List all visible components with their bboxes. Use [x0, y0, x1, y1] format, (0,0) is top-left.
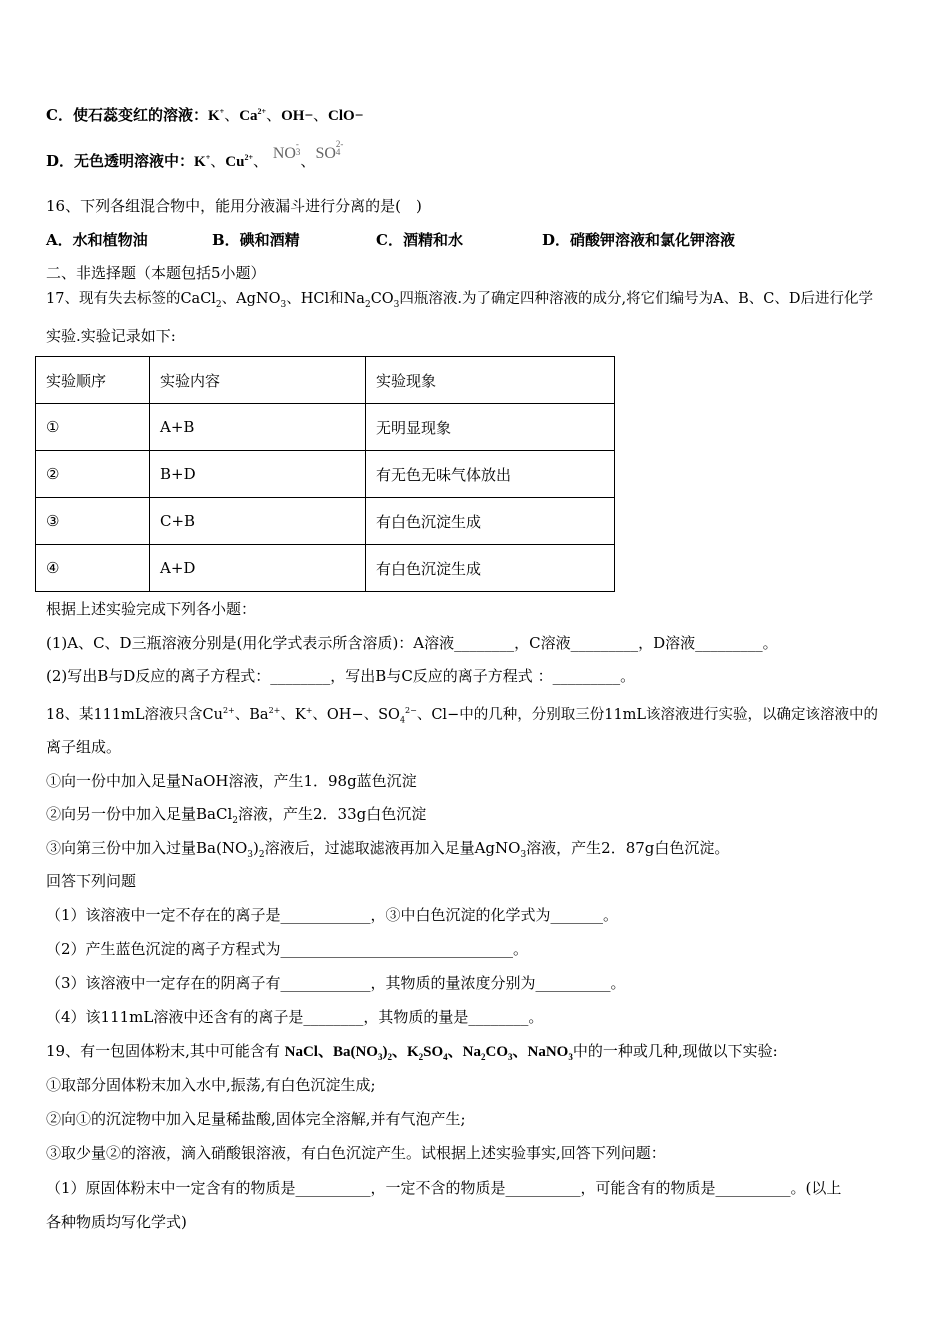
q19-step-3: ③取少量②的溶液，滴入硝酸银溶液，有白色沉淀产生。试根据上述实验事实,回答下列问题： [46, 1144, 666, 1162]
ion: ClO− [328, 108, 364, 124]
q19-step-2: ②向①的沉淀物中加入足量稀盐酸,固体完全溶解,并有气泡产生; [46, 1110, 466, 1128]
q18-stem-2: 离子组成。 [46, 738, 122, 756]
q16-stem: 16、下列各组混合物中，能用分液漏斗进行分离的是( ) [46, 197, 422, 215]
table-header: 实验顺序 [36, 357, 150, 404]
q16-option-c: C．酒精和水 [376, 231, 463, 249]
table-cell: C+B [150, 498, 366, 545]
q17-stem: 17、现有失去标签的CaCl$_2$、AgNO$_3$、HCl和$Na_2CO_3$四瓶溶液.为了确定四种溶液的成分,将它们编号为A、B、C、D后进行化学 [46, 291, 873, 310]
q16-option-d: D．硝酸钾溶液和氯化钾溶液 [542, 231, 736, 249]
ion: K+ [194, 153, 211, 170]
table-header: 实验内容 [150, 357, 366, 404]
table-cell: ③ [36, 498, 150, 545]
table-cell: ④ [36, 545, 150, 592]
q17-after: 根据上述实验完成下列各小题： [46, 600, 257, 618]
q19-answer-1: （1）原固体粉末中一定含有的物质是__________，一定不含的物质是__________，可能含有的物质是__________。(以上 [46, 1179, 842, 1197]
q19-answer-1-cont: 各种物质均写化学式) [46, 1213, 187, 1231]
q19-stem: 19、有一包固体粉末,其中可能含有 NaCl、$Ba(NO_3)_2$、$K_2SO_4$、$Na_2CO_3$、NaNO$_3$中的一种或几种,现做以下实验: [46, 1042, 778, 1062]
q19-step-1: ①取部分固体粉末加入水中,振荡,有白色沉淀生成; [46, 1076, 376, 1094]
ion: $Cu^{2+}$ [225, 153, 254, 170]
q17-stem-2: 实验.实验记录如下: [46, 327, 176, 345]
q18-answer-heading: 回答下列问题 [46, 872, 137, 890]
q16-option-b: B．碘和酒精 [212, 231, 300, 249]
q15-option-d: D．无色透明溶液中：K+、$Cu^{2+}$、 NO- 3、SO2- 4 [46, 139, 344, 170]
q18-exp-2: ②向另一份中加入足量BaCl$_2$溶液，产生2．33g白色沉淀 [46, 805, 427, 826]
sulfate-ion-image: SO2- 4 [315, 139, 344, 162]
q18-answer-2: （2）产生蓝色沉淀的离子方程式为_______________________________。 [46, 940, 529, 958]
nitrate-ion-image: NO- 3 [272, 139, 301, 162]
table-header-row [36, 357, 615, 404]
q16-option-a: A．水和植物油 [46, 231, 148, 249]
q17-part-1: (1)A、C、D三瓶溶液分别是(用化学式表示所含溶质)：A溶液________，C溶液_________，D溶液_________。 [46, 634, 778, 652]
table-cell: 有白色沉淀生成 [366, 545, 615, 592]
q15-option-c: C．使石蕊变红的溶液：K+、$Ca^{2+}$、OH−、ClO− [46, 106, 364, 124]
table-cell: ① [36, 404, 150, 451]
table-row [36, 498, 615, 545]
table-row [36, 451, 615, 498]
experiment-table [35, 356, 615, 592]
table-row [36, 545, 615, 592]
ion: OH− [281, 108, 314, 124]
q18-exp-1: ①向一份中加入足量NaOH溶液，产生1．98g蓝色沉淀 [46, 772, 417, 790]
table-cell: A+D [150, 545, 366, 592]
table-cell: 有无色无味气体放出 [366, 451, 615, 498]
q18-exp-3: ③向第三份中加入过量$Ba(NO_3)_2$溶液后，过滤取滤液再加入足量AgNO$_3$溶液，产生2．87g白色沉淀。 [46, 839, 730, 860]
section-title: 二、非选择题（本题包括5小题） [46, 264, 266, 282]
table-cell: A+B [150, 404, 366, 451]
q17-part-2: (2)写出B与D反应的离子方程式：________，写出B与C反应的离子方程式 ：_________。 [46, 667, 636, 685]
table-row [36, 404, 615, 451]
table-cell: ② [36, 451, 150, 498]
q18-stem: 18、某111mL溶液只含$Cu^{2+}$、$Ba^{2+}$、K+、OH−、$SO_4^{2-}$、Cl−中的几种，分别取三份11mL该溶液进行实验，以确定该溶液中的 [46, 706, 879, 725]
table-cell: 无明显现象 [366, 404, 615, 451]
table-cell: B+D [150, 451, 366, 498]
table-header: 实验现象 [366, 357, 615, 404]
ion: K+ [207, 107, 225, 124]
q18-answer-3: （3）该溶液中一定存在的阴离子有____________，其物质的量浓度分别为__________。 [46, 974, 626, 992]
table-cell: 有白色沉淀生成 [366, 498, 615, 545]
q18-answer-4: （4）该111mL溶液中还含有的离子是________，其物质的量是________。 [46, 1008, 544, 1026]
q18-answer-1: （1）该溶液中一定不存在的离子是____________，③中白色沉淀的化学式为_______。 [46, 906, 619, 924]
ion: $Ca^{2+}$ [239, 107, 267, 124]
